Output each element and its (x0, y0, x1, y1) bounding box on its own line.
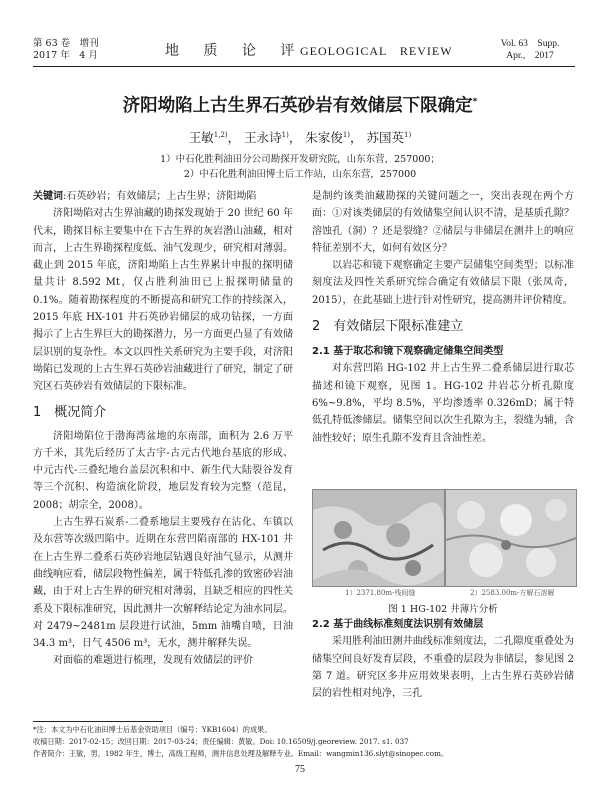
photo-2-caption: 2）2583.00m-方解石溶解 (470, 589, 555, 597)
header-volume-cn (33, 38, 99, 62)
header-date-en: Apr., 2017 (506, 51, 554, 61)
affiliation-1: 1）中石化胜利油田分公司勘探开发研究院，山东东营，257000； (160, 154, 440, 165)
affiliation-2: 2）中石化胜利油田博士后工作站，山东东营，257000 (183, 169, 417, 180)
micrograph-photo-1 (312, 489, 445, 587)
paragraph: 对东营凹陷 HG-102 井上古生界二叠系储层进行取芯描述和镜下观察，见图 1。HG-102 井岩芯分析孔隙度 6%~9.8%，平均 8.5%，平均渗透率 0.326mD；属于特低孔特低渗储层。储集空间以次生孔隙为主，裂缝为辅，含油性较好；原生孔隙不发育且含油性差。 (312, 363, 574, 444)
author-affil-mark: 1) (281, 130, 289, 139)
footnote-author-bio: 作者简介：王敏，男，1982 年生，博士，高级工程师，测井信息处理及解释专业。Email：wangmin136.slyt@sinopec.com。 (33, 749, 449, 758)
header-volume-en-line: Vol. 63 Supp. (500, 39, 560, 49)
author-name: 王敏 (188, 130, 214, 145)
header-volume-cn-line: 第 63 卷 增刊 (33, 38, 99, 49)
keywords-label: 关键词 (33, 191, 63, 202)
footnote-funding: *注：本文为中石化油田博士后基金资助项目（编号：YKB1604）的成果。 (33, 725, 272, 734)
subsection-heading-2-2: 2.2 基于曲线标准刻度法识别有效储层 (312, 619, 484, 630)
paragraph: 是制约该类油藏勘探的关键问题之一，突出表现在两个方面：①对该类储层的有效储集空间认识不清，是基质孔隙？溶蚀孔（洞）？还是裂缝？②储层与非储层在测井上的响应特征差别不大，如何有效区分？ (312, 191, 574, 254)
figure-1-caption: 图 1 HG-102 井薄片分析 (388, 604, 498, 615)
right-column-lower (312, 616, 574, 702)
paragraph: 对面临的难题进行梳理，发现有效储层的评价 (53, 655, 253, 667)
header-journal-cn: 地 质 论 评 (165, 43, 305, 59)
author-affil-mark: 1) (404, 130, 412, 139)
author-affil-mark: 1) (342, 130, 351, 139)
keywords-text: :石英砂岩；有效储层；上古生界；济阳坳陷 (63, 191, 257, 202)
right-column (312, 188, 574, 447)
paragraph: 以岩芯和镜下观察确定主要产层储集空间类型；以标准刻度法及四性关系研究综合确定有效储层下限（张凤奇，2015），在此基础上进行针对性研究，提高测井评价精度。 (312, 260, 574, 306)
header-rule (33, 66, 575, 67)
section-heading-2: 2 有效储层下限标准建立 (312, 319, 464, 335)
paragraph: 上古生界石炭系-二叠系地层主要残存在沾化、车镇以及东营等次级凹陷中。近期在东营凹陷南部的 HX-101 井在上古生界二叠系石英砂岩地层钻遇良好油气显示，从测井曲线响应看，储层段物性偏差，属于特低孔渗的致密砂岩油藏，由于对上古生界的研究相对薄弱，且缺乏相应的四性关系及下限标准研究，因此测井一次解释结论定为油水同层。对 2479~2481m 层段进行试油，5mm 油嘴自喷，日油 34.3 m³，日气 4506 m³，无水，测井解释失误。 (33, 517, 293, 650)
header-date-cn: 2017 年 4 月 (33, 50, 98, 61)
micrograph-photo-2 (445, 489, 577, 587)
paper-title-text: 济阳坳陷上古生界石英砂岩有效储层下限确定 (122, 96, 473, 116)
left-column (33, 188, 293, 670)
photo-1-caption: 1）2371.80m-残间缝 (345, 589, 416, 597)
paragraph: 采用胜利油田测井曲线标准刻度法，二孔隙度重叠处为储集空间良好发育层段，不重叠的层段为非储层，参见图 2 第 7 道。研究区多井应用效果表明，上古生界石英砂岩储层的岩性相对纯净，三孔 (312, 636, 574, 700)
footnote-dates: 收稿日期：2017-02-15；改回日期：2017-03-24；责任编辑：黄敏。Doi: 10.16509/j.georeview. 2017. s1. 037 (33, 737, 409, 746)
author-name: 苏国英 (366, 130, 405, 145)
footnote-rule (33, 721, 163, 722)
paragraph: 济阳坳陷位于渤海湾盆地的东南部，面积为 2.6 万平方千米，其先后经历了太古宇-古元古代地台基底的形成、中元古代-三叠纪地台盖层沉积和中、新生代大陆裂谷发育等三个沉积、构造演化阶段，地层发育较为完整（范昆，2008；胡宗全，2008）。 (33, 430, 293, 511)
author-list: 王敏$^{1,2)}$， 王永诗$^{1)}$， 朱家俊$^{1)}$， 苏国英$^{1)}$ (188, 130, 412, 145)
header-volume-en (485, 38, 575, 62)
author-name: 王永诗 (244, 130, 282, 145)
subsection-heading-2-1: 2.1 基于取芯和镜下观察确定储集空间类型 (312, 346, 504, 358)
paper-title (0, 92, 600, 117)
paragraph: 济阳坳陷对古生界油藏的勘探发现始于 20 世纪 60 年代末，勘探目标主要集中在下古生界的灰岩潜山油藏，相对而言，上古生界勘探程度低、油气发现少，研究相对薄弱。截止到 2015 年底，济阳坳陷上古生界累计申报的探明储量共计 8.592 Mt，仅占胜利油田已上报探明储量的 0.1%。随着勘探程度的不断提高和研究工作的持续深入，2015 年底 HX-101 井石英砂岩储层的成功钻探，一方面揭示了上古生界巨大的勘探潜力，另一方面更凸显了有效储层识别的复杂性。本文以四性关系研究为主要手段，对济阳坳陷已发现的上古生界石英砂岩油藏进行了研究，制定了研究区石英砂岩有效储层的下限标准。 (33, 208, 293, 393)
header-journal-en: GEOLOGICAL REVIEW (300, 44, 453, 58)
section-heading-1: 1 概况简介 (33, 404, 107, 420)
author-name: 朱家俊 (305, 130, 343, 145)
keywords (33, 188, 293, 205)
page-number: 75 (295, 764, 305, 775)
title-footnote-mark: * (472, 97, 478, 108)
author-affil-mark: 1,2) (213, 130, 228, 139)
